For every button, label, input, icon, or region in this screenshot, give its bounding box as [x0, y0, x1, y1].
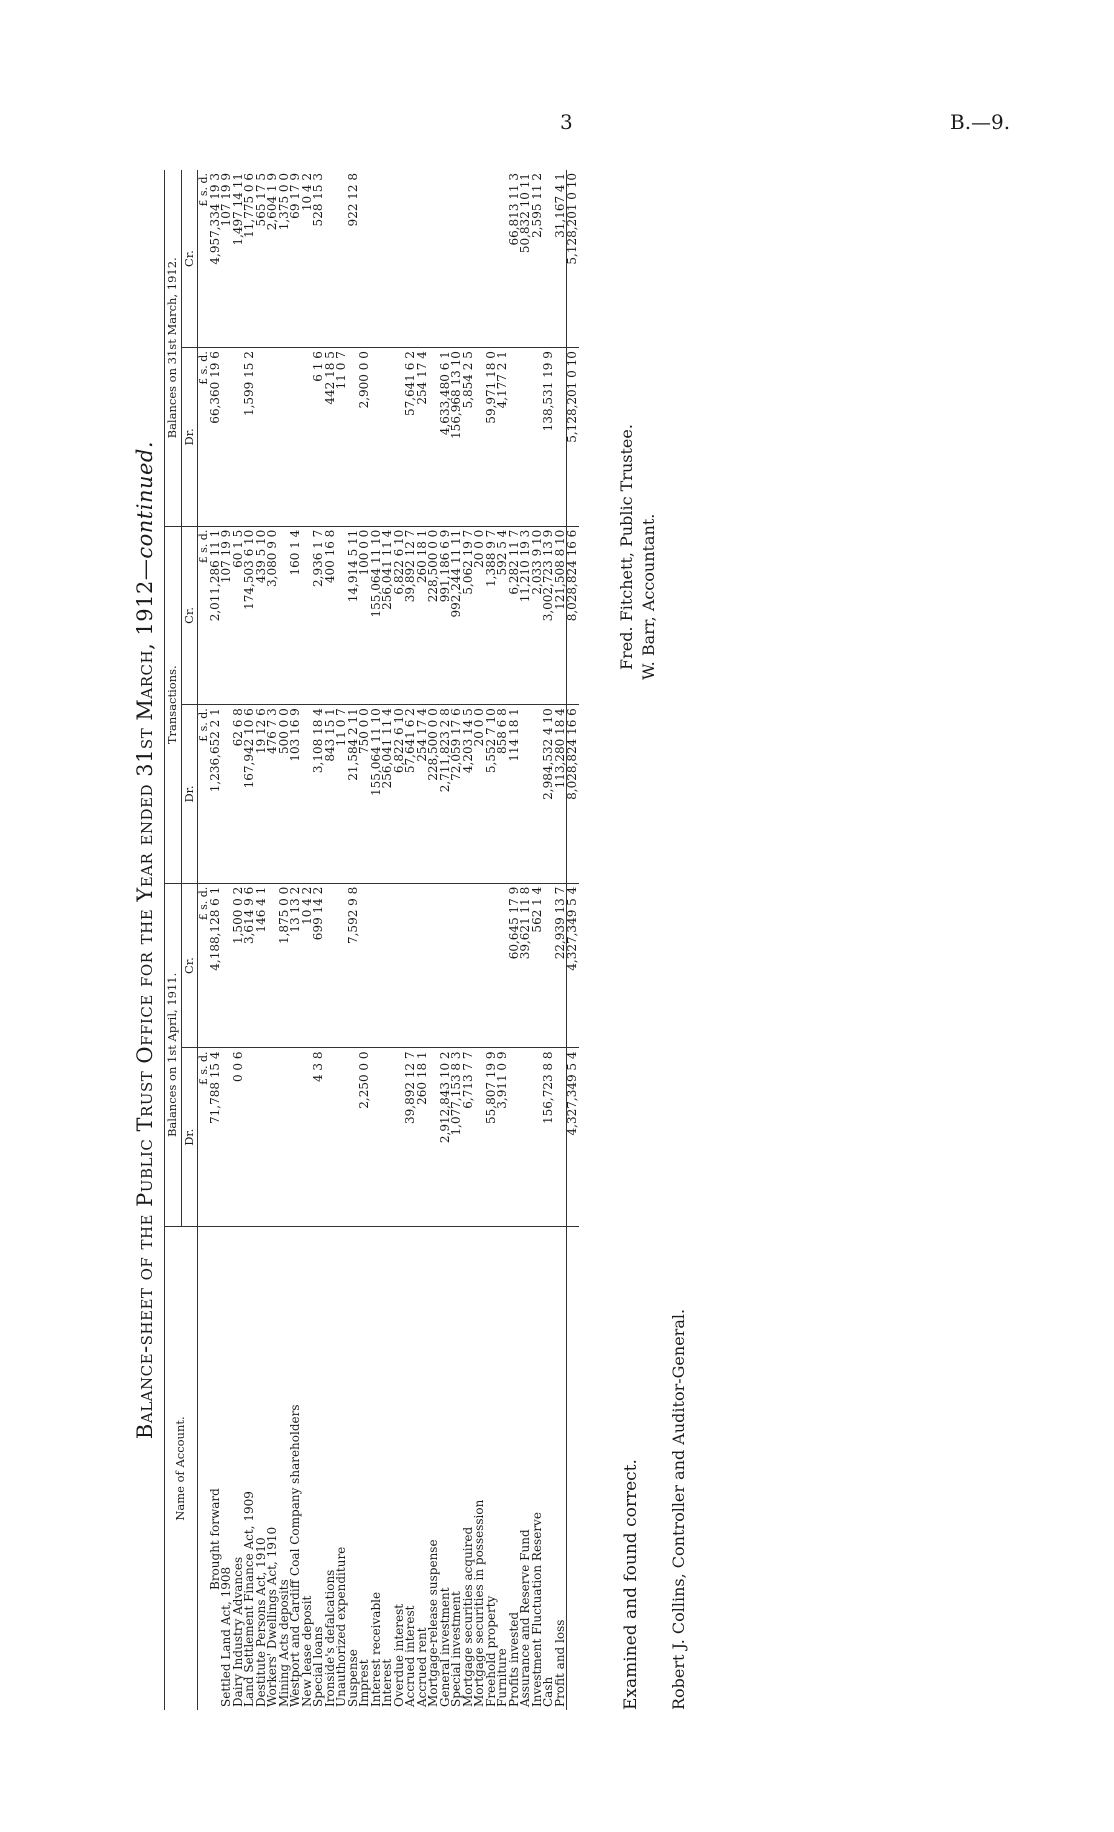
header-dr: Dr. [181, 1048, 198, 1227]
account-name: Profit and loss [552, 1619, 567, 1707]
cell-close-cr [405, 170, 417, 348]
cell-close-dr: 442 18 5 [325, 348, 337, 527]
cell-open-dr [336, 1048, 348, 1227]
cell-trans-cr: 2,033 9 10 [532, 526, 544, 705]
cell-close-cr [382, 170, 394, 348]
account-name: Imprest [357, 1659, 371, 1707]
cell-trans-cr: 39,892 12 7 [405, 526, 417, 705]
cell-close-dr: 5,854 2 5 [463, 348, 475, 527]
cell-open-cr: 1,875 0 0 [279, 883, 291, 1048]
cell-trans-dr: 57,641 6 2 [405, 705, 417, 884]
balance-sheet-rotated [130, 170, 1110, 1710]
cell-close-cr: 69 17 9 [290, 170, 302, 348]
account-name: General investment [437, 1587, 452, 1707]
title-suffix: —continued. [133, 440, 157, 581]
cell-trans-dr: 19 12 6 [256, 705, 268, 884]
cell-open-cr: 4,188,128 6 1 [210, 883, 222, 1048]
cell-open-dr: 260 18 1 [417, 1048, 429, 1227]
cell-open-cr [382, 883, 394, 1048]
cell-close-dr [290, 348, 302, 527]
cell-open-dr: 6,713 7 7 [463, 1048, 475, 1227]
cell-open-dr: 1,077,153 8 3 [451, 1048, 463, 1227]
account-name: Unauthorized expenditure [334, 1546, 348, 1707]
account-name: Accrued interest [403, 1605, 417, 1707]
total-open-cr: 4,327,349 5 4 [567, 883, 579, 1048]
sheet-title [130, 170, 164, 1710]
cell-close-dr: 59,971 18 0 [486, 348, 498, 527]
cell-open-dr: 55,807 19 9 [486, 1048, 498, 1227]
cell-trans-cr: 3,080 9 0 [267, 526, 279, 705]
account-name: Destitute Persons Act, 1910 [253, 1537, 268, 1707]
cell-trans-dr: 500 0 0 [279, 705, 291, 884]
cell-close-cr: 31,167 4 1 [555, 170, 567, 348]
cell-trans-cr: 439 5 10 [256, 526, 268, 705]
cell-open-cr [486, 883, 498, 1048]
cell-trans-cr: 400 16 8 [325, 526, 337, 705]
total-trans-cr: 8,028,824 16 6 [567, 526, 579, 705]
cell-close-cr: 11,775 0 6 [244, 170, 256, 348]
cell-trans-dr: 62 6 8 [233, 705, 245, 884]
cell-close-dr [279, 348, 291, 527]
total-open-dr: 4,327,349 5 4 [567, 1048, 579, 1227]
page-number: 3 [560, 110, 573, 134]
account-name: Settled Land Act, 1908 [219, 1566, 233, 1707]
cell-trans-dr: 256,041 11 4 [382, 705, 394, 884]
account-name: Interest [380, 1658, 394, 1707]
cell-open-dr: 71,788 15 4 [210, 1048, 222, 1227]
cell-trans-dr: 5,552 7 10 [486, 705, 498, 884]
cell-close-dr: 57,641 6 2 [405, 348, 417, 527]
cell-close-cr: 1,375 0 0 [279, 170, 291, 348]
cell-trans-cr: 2,011,286 11 1 [210, 526, 222, 705]
cell-trans-cr: 174,503 6 10 [244, 526, 256, 705]
header-cr: Cr. [181, 170, 198, 348]
cell-trans-dr: 20 0 0 [474, 705, 486, 884]
cell-close-dr: 66,360 19 6 [210, 348, 222, 527]
cell-trans-dr: 114 18 1 [509, 705, 521, 884]
cell-close-dr: 138,531 19 9 [543, 348, 555, 527]
cell-close-dr [382, 348, 394, 527]
cell-trans-dr: 11 0 7 [336, 705, 348, 884]
table-row [210, 170, 222, 1710]
cell-trans-dr: 167,942 10 6 [244, 705, 256, 884]
cell-open-cr: 10 4 2 [302, 883, 314, 1048]
accountant-signature: W. Barr, Accountant. [638, 513, 658, 680]
cell-close-cr: 4,957,334 19 3 [210, 170, 222, 348]
document-code: B.—9. [950, 110, 1011, 134]
table-row [463, 170, 475, 1710]
cell-trans-cr: 256,041 11 4 [382, 526, 394, 705]
cell-close-cr [440, 170, 452, 348]
cell-open-dr: 2,250 0 0 [359, 1048, 371, 1227]
cell-trans-cr: 160 1 4 [290, 526, 302, 705]
header-transactions: Transactions. [165, 526, 182, 883]
cell-close-dr: 6 1 6 [313, 348, 325, 527]
account-name: Special loans [311, 1626, 325, 1707]
cell-close-cr [451, 170, 463, 348]
cell-open-dr: 2,912,843 10 2 [440, 1048, 452, 1227]
account-name: Accrued rent [414, 1627, 429, 1707]
cell-open-cr [371, 883, 383, 1048]
balance-table [164, 170, 579, 1710]
cell-close-dr: 4,177 2 1 [497, 348, 509, 527]
account-name: Ironside's defalcations [322, 1569, 337, 1707]
cell-close-dr [221, 348, 233, 527]
cell-open-dr [325, 1048, 337, 1227]
cell-open-dr: 0 0 6 [233, 1048, 245, 1227]
cell-trans-cr: 3,002,723 13 9 [543, 526, 555, 705]
cell-close-cr [463, 170, 475, 348]
cell-open-cr: 699 14 2 [313, 883, 325, 1048]
table-row [359, 170, 371, 1710]
account-name: Interest receivable [368, 1591, 383, 1707]
cell-close-dr [267, 348, 279, 527]
cell-trans-dr: 155,064 11 10 [371, 705, 383, 884]
cell-trans-cr: 2,936 1 7 [313, 526, 325, 705]
cell-close-cr: 10 4 2 [302, 170, 314, 348]
table-row [302, 170, 314, 1710]
account-name: Profits invested [506, 1611, 521, 1707]
cell-open-cr [428, 883, 440, 1048]
cell-trans-dr: 2,984,532 4 10 [543, 705, 555, 884]
title-text: Balance-sheet of the Public Trust Office for the Year ended 31st March, 1912 [133, 580, 157, 1440]
cell-open-dr: 3,911 0 9 [497, 1048, 509, 1227]
cell-trans-cr: 14,914 5 11 [348, 526, 360, 705]
cell-open-cr [451, 883, 463, 1048]
cell-trans-dr: 1,236,652 2 1 [210, 705, 222, 884]
account-name: Investment Fluctuation Reserve [529, 1512, 544, 1707]
totals-row [567, 170, 579, 1710]
unit-label: £ s. d. [198, 1048, 210, 1227]
auditor-signature: Robert J. Collins, Controller and Auditor-General. [668, 1308, 688, 1710]
cell-close-dr: 11 0 7 [336, 348, 348, 527]
cell-trans-dr: 6,822 6 10 [394, 705, 406, 884]
cell-trans-dr: 4,203 14 5 [463, 705, 475, 884]
cell-open-dr [279, 1048, 291, 1227]
cell-open-cr: 13 13 2 [290, 883, 302, 1048]
table-row [290, 170, 302, 1710]
header-dr: Dr. [181, 348, 198, 527]
cell-close-cr: 66,813 11 3 [509, 170, 521, 348]
header-balances-open: Balances on 1st April, 1911. [165, 883, 182, 1226]
header-cr: Cr. [181, 526, 198, 705]
cell-trans-cr: 121,508 8 10 [555, 526, 567, 705]
total-trans-dr: 8,028,824 16 6 [567, 705, 579, 884]
cell-trans-cr: 155,064 11 10 [371, 526, 383, 705]
account-name: New lease deposit [299, 1595, 314, 1707]
account-name: Brought forward [207, 1488, 222, 1590]
cell-trans-dr: 843 15 1 [325, 705, 337, 884]
cell-close-cr [474, 170, 486, 348]
cell-close-dr [520, 348, 532, 527]
cell-open-cr: 22,939 13 7 [555, 883, 567, 1048]
cell-open-cr [325, 883, 337, 1048]
cell-open-cr: 146 4 1 [256, 883, 268, 1048]
header-dr: Dr. [181, 705, 198, 884]
table-row [382, 170, 394, 1710]
cell-close-dr: 254 17 4 [417, 348, 429, 527]
cell-open-cr: 562 1 4 [532, 883, 544, 1048]
cell-open-cr [417, 883, 429, 1048]
cell-open-cr [359, 883, 371, 1048]
cell-open-dr [244, 1048, 256, 1227]
cell-close-cr [394, 170, 406, 348]
cell-open-cr [474, 883, 486, 1048]
cell-trans-dr: 72,059 17 6 [451, 705, 463, 884]
cell-open-dr [382, 1048, 394, 1227]
cell-trans-cr: 592 5 4 [497, 526, 509, 705]
cell-trans-dr: 858 6 8 [497, 705, 509, 884]
total-close-cr: 5,128,201 0 10 [567, 170, 579, 348]
unit-label: £ s. d. [198, 170, 210, 348]
cell-trans-cr: 992,244 11 11 [451, 526, 463, 705]
header-name-of-account: Name of Account. [165, 1227, 198, 1711]
account-name: Assurance and Reserve Fund [518, 1529, 532, 1707]
cell-open-dr [256, 1048, 268, 1227]
cell-trans-dr: 113,280 18 4 [555, 705, 567, 884]
unit-label: £ s. d. [198, 526, 210, 705]
cell-close-cr [371, 170, 383, 348]
cell-open-dr [290, 1048, 302, 1227]
cell-open-dr: 4 3 8 [313, 1048, 325, 1227]
cell-close-cr: 528 15 3 [313, 170, 325, 348]
cell-close-cr: 50,832 10 11 [520, 170, 532, 348]
account-name: Mortgage-release suspense [426, 1539, 440, 1707]
cell-open-dr [267, 1048, 279, 1227]
cell-trans-cr: 5,062 19 7 [463, 526, 475, 705]
account-name: Cash [541, 1676, 555, 1707]
cell-trans-dr: 476 7 3 [267, 705, 279, 884]
cell-open-cr [405, 883, 417, 1048]
cell-open-cr: 60,645 17 9 [509, 883, 521, 1048]
cell-trans-dr: 103 16 9 [290, 705, 302, 884]
account-name: Overdue interest [391, 1603, 406, 1707]
cell-trans-cr: 60 1 5 [233, 526, 245, 705]
cell-trans-dr: 254 17 4 [417, 705, 429, 884]
cell-trans-cr: 228,500 0 0 [428, 526, 440, 705]
trustee-signature: Fred. Fitchett, Public Trustee. [616, 424, 636, 670]
cell-open-cr [440, 883, 452, 1048]
cell-trans-dr: 21,584 2 11 [348, 705, 360, 884]
cell-trans-dr [520, 705, 532, 884]
cell-close-cr [486, 170, 498, 348]
cell-close-dr [371, 348, 383, 527]
account-name: Dairy Industry Advances [230, 1556, 245, 1707]
table-row [244, 170, 256, 1710]
account-name: Mining Acts deposits [276, 1579, 291, 1707]
table-row [417, 170, 429, 1710]
cell-close-dr: 4,633,480 6 1 [440, 348, 452, 527]
cell-trans-cr: 6,282 11 7 [509, 526, 521, 705]
cell-close-dr: 1,599 15 2 [244, 348, 256, 527]
cell-open-dr: 39,892 12 7 [405, 1048, 417, 1227]
cell-open-cr: 7,592 9 8 [348, 883, 360, 1048]
cell-close-dr [509, 348, 521, 527]
table-row [520, 170, 532, 1710]
account-rows [207, 170, 567, 1710]
cell-trans-cr: 991,186 6 9 [440, 526, 452, 705]
account-name: Mortgage securities acquired [460, 1526, 475, 1707]
cell-close-cr: 2,595 11 2 [532, 170, 544, 348]
cell-close-dr [256, 348, 268, 527]
header-balances-close: Balances on 31st March, 1912. [165, 170, 182, 526]
examined-note: Examined and found correct. [620, 1459, 641, 1710]
cell-trans-dr: 2,711,823 2 8 [440, 705, 452, 884]
cell-trans-dr: 228,500 0 0 [428, 705, 440, 884]
cell-close-cr: 565 17 5 [256, 170, 268, 348]
cell-open-cr: 39,621 11 8 [520, 883, 532, 1048]
cell-open-cr [463, 883, 475, 1048]
cell-trans-dr: 750 0 0 [359, 705, 371, 884]
cell-close-cr [428, 170, 440, 348]
account-name: Westport and Cardiff Coal Company shareholders [288, 1404, 302, 1707]
table-row [371, 170, 383, 1710]
cell-open-cr: 1,500 0 2 [233, 883, 245, 1048]
cell-close-cr [417, 170, 429, 348]
total-close-dr: 5,128,201 0 10 [567, 348, 579, 527]
cell-close-dr: 2,900 0 0 [359, 348, 371, 527]
cell-open-cr: 3,614 9 6 [244, 883, 256, 1048]
table-row [325, 170, 337, 1710]
cell-trans-cr: 260 18 1 [417, 526, 429, 705]
cell-close-cr: 107 19 9 [221, 170, 233, 348]
cell-close-cr [325, 170, 337, 348]
cell-trans-dr: 3,108 18 4 [313, 705, 325, 884]
account-name: Freehold property [483, 1595, 498, 1707]
account-name: Mortgage securities in possession [472, 1499, 486, 1707]
unit-label: £ s. d. [198, 705, 210, 884]
account-name: Workers' Dwellings Act, 1910 [265, 1526, 279, 1707]
cell-open-dr: 156,723 8 8 [543, 1048, 555, 1227]
cell-close-cr: 1,497 14 11 [233, 170, 245, 348]
cell-trans-cr: 6,822 6 10 [394, 526, 406, 705]
cell-trans-cr: 11,210 19 3 [520, 526, 532, 705]
signatures [616, 170, 741, 1710]
unit-label: £ s. d. [198, 348, 210, 527]
cell-open-dr [520, 1048, 532, 1227]
cell-open-cr [394, 883, 406, 1048]
cell-close-dr: 156,968 13 10 [451, 348, 463, 527]
cell-close-cr [359, 170, 371, 348]
header-cr: Cr. [181, 883, 198, 1048]
cell-open-dr [371, 1048, 383, 1227]
account-name: Furniture [495, 1648, 509, 1707]
cell-close-cr: 922 12 8 [348, 170, 360, 348]
account-name: Special investment [449, 1591, 463, 1707]
account-name: Suspense [345, 1649, 360, 1707]
unit-label: £ s. d. [198, 883, 210, 1048]
account-name: Land Settlement Finance Act, 1909 [242, 1491, 256, 1707]
cell-close-cr: 2,604 1 9 [267, 170, 279, 348]
cell-trans-cr: 100 0 0 [359, 526, 371, 705]
cell-trans-cr: 1,388 9 7 [486, 526, 498, 705]
cell-trans-cr: 20 0 0 [474, 526, 486, 705]
cell-trans-cr: 107 19 9 [221, 526, 233, 705]
table-row [256, 170, 268, 1710]
cell-open-dr [509, 1048, 521, 1227]
